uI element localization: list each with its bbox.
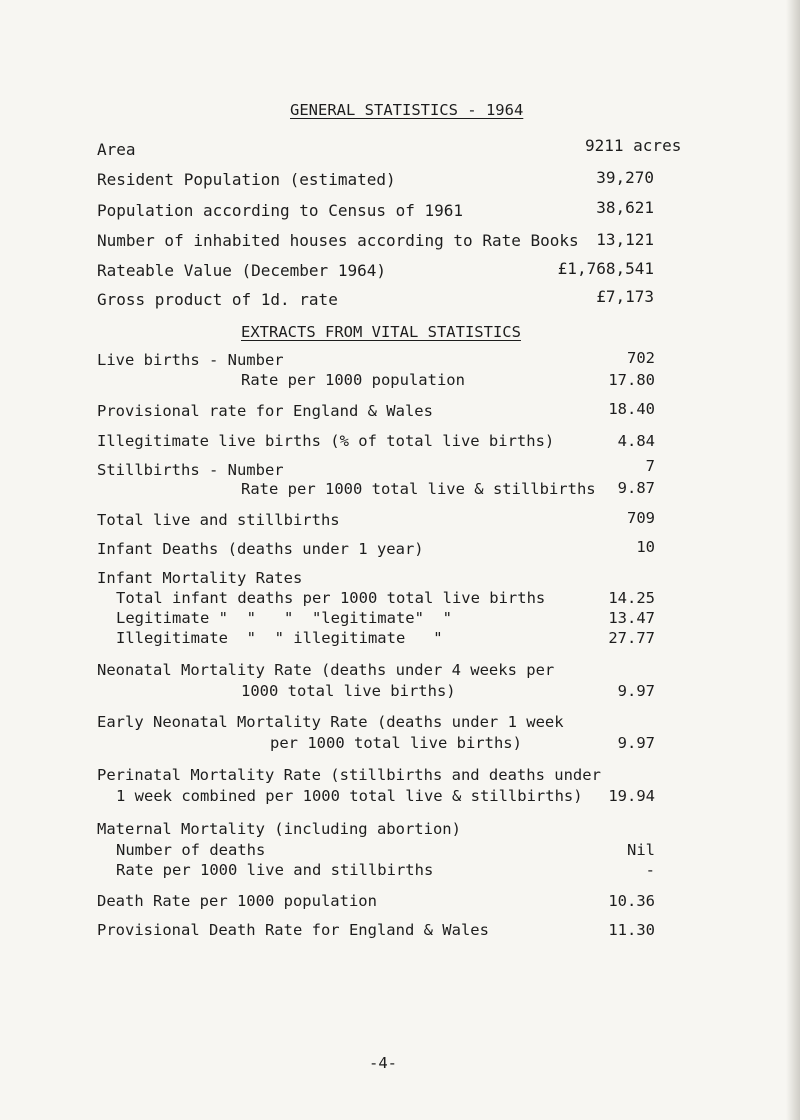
early-neonatal-line2: per 1000 total live births) — [270, 734, 522, 752]
area-value: 9211 acres — [585, 136, 682, 155]
provisional-rate-value: 18.40 — [608, 400, 655, 418]
illegitimate-births-label: Illegitimate live births (% of total live births) — [97, 432, 555, 450]
page-edge-shadow — [786, 0, 800, 1120]
gross-product-label: Gross product of 1d. rate — [97, 290, 338, 309]
rateable-value-label: Rateable Value (December 1964) — [97, 261, 386, 280]
imr-illegitimate-label: Illegitimate " " illegitimate " — [116, 629, 443, 647]
early-neonatal-line1: Early Neonatal Mortality Rate (deaths under 1 week — [97, 713, 564, 731]
stillbirths-rate-label: Rate per 1000 total live & stillbirths — [241, 480, 596, 498]
perinatal-line2: 1 week combined per 1000 total live & stillbirths) — [116, 787, 583, 805]
imr-legitimate-value: 13.47 — [608, 609, 655, 627]
provisional-death-rate-value: 11.30 — [608, 921, 655, 939]
neonatal-rate-line1: Neonatal Mortality Rate (deaths under 4 weeks per — [97, 661, 555, 679]
provisional-death-rate-label: Provisional Death Rate for England & Wales — [97, 921, 489, 939]
page-number: -4- — [369, 1054, 397, 1072]
perinatal-value: 19.94 — [608, 787, 655, 805]
inhabited-houses-value: 13,121 — [596, 230, 654, 249]
early-neonatal-value: 9.97 — [617, 734, 655, 752]
provisional-rate-label: Provisional rate for England & Wales — [97, 402, 433, 420]
stillbirths-rate-value: 9.87 — [617, 479, 655, 497]
imr-illegitimate-value: 27.77 — [608, 629, 655, 647]
neonatal-rate-line2: 1000 total live births) — [241, 682, 456, 700]
page-heading: GENERAL STATISTICS - 1964 — [290, 101, 524, 119]
maternal-deaths-value: Nil — [627, 841, 655, 859]
imr-total-label: Total infant deaths per 1000 total live births — [116, 589, 546, 607]
infant-mortality-heading: Infant Mortality Rates — [97, 569, 303, 587]
census-population-label: Population according to Census of 1961 — [97, 201, 464, 220]
total-live-stillbirths-label: Total live and stillbirths — [97, 511, 340, 529]
vital-statistics-heading: EXTRACTS FROM VITAL STATISTICS — [241, 323, 521, 341]
total-live-stillbirths-value: 709 — [627, 509, 655, 527]
resident-population-label: Resident Population (estimated) — [97, 170, 396, 189]
infant-deaths-value: 10 — [636, 538, 655, 556]
maternal-deaths-label: Number of deaths — [116, 841, 266, 859]
perinatal-line1: Perinatal Mortality Rate (stillbirths and deaths under — [97, 766, 601, 784]
maternal-rate-value: - — [645, 861, 655, 879]
imr-total-value: 14.25 — [608, 589, 655, 607]
illegitimate-births-value: 4.84 — [617, 432, 655, 450]
maternal-rate-label: Rate per 1000 live and stillbirths — [116, 861, 434, 879]
live-births-value: 702 — [627, 349, 655, 367]
live-births-rate-value: 17.80 — [608, 371, 655, 389]
death-rate-value: 10.36 — [608, 892, 655, 910]
census-population-value: 38,621 — [596, 198, 654, 217]
resident-population-value: 39,270 — [596, 168, 654, 187]
area-label: Area — [97, 140, 136, 159]
inhabited-houses-label: Number of inhabited houses according to Rate Books — [97, 231, 579, 250]
gross-product-value: £7,173 — [596, 287, 654, 306]
live-births-rate-label: Rate per 1000 population — [241, 371, 465, 389]
death-rate-label: Death Rate per 1000 population — [97, 892, 377, 910]
neonatal-rate-value: 9.97 — [617, 682, 655, 700]
rateable-value-value: £1,768,541 — [557, 259, 654, 278]
imr-legitimate-label: Legitimate " " " "legitimate" " — [116, 609, 452, 627]
infant-deaths-label: Infant Deaths (deaths under 1 year) — [97, 540, 424, 558]
stillbirths-label: Stillbirths - Number — [97, 461, 284, 479]
maternal-mortality-heading: Maternal Mortality (including abortion) — [97, 820, 461, 838]
live-births-label: Live births - Number — [97, 351, 284, 369]
stillbirths-value: 7 — [645, 457, 655, 475]
